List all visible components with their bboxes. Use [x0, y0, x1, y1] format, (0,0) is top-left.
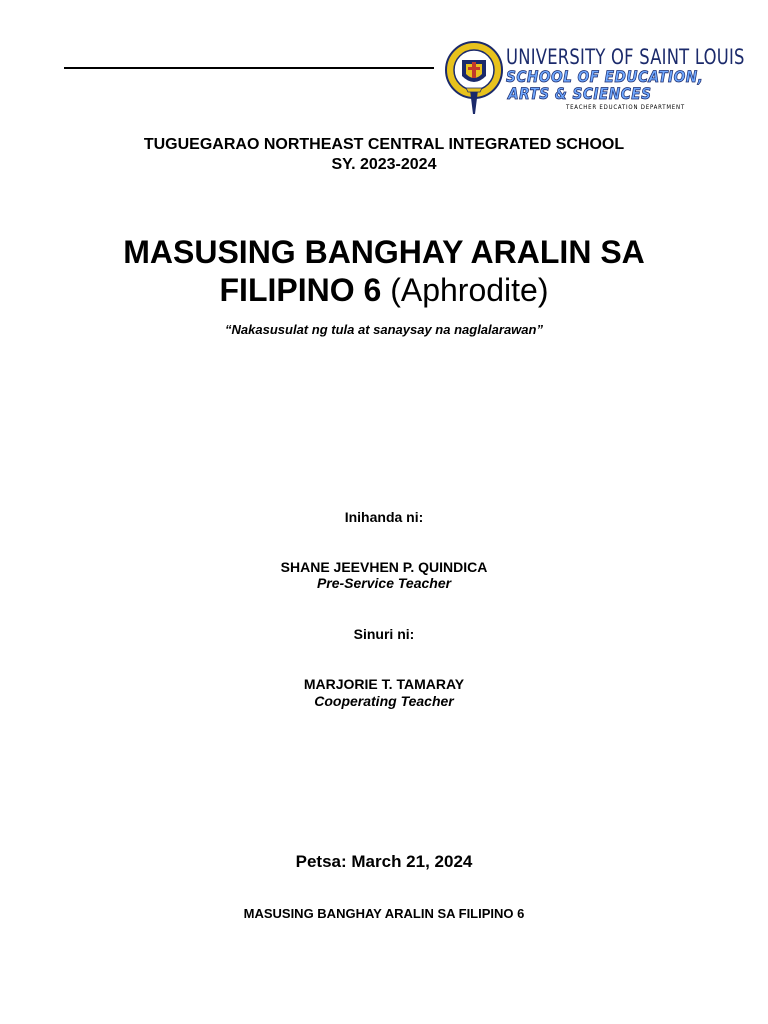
university-name: UNIVERSITY OF SAINT LOUIS	[506, 45, 745, 69]
school-name-line1: SCHOOL OF EDUCATION,	[506, 67, 704, 86]
checked-by-role: Cooperating Teacher	[314, 693, 454, 709]
prepared-by-label: Inihanda ni:	[344, 509, 424, 525]
university-seal-icon	[444, 40, 504, 116]
checked-by-name: MARJORIE T. TAMARAY	[303, 676, 465, 692]
department-name: TEACHER EDUCATION DEPARTMENT	[566, 104, 685, 111]
school-name: TUGUEGARAO NORTHEAST CENTRAL INTEGRATED SCHOOL	[143, 136, 625, 153]
checked-by-label: Sinuri ni:	[353, 626, 415, 642]
document-title-line1: MASUSING BANGHAY ARALIN SA	[123, 234, 645, 270]
document-title-line2	[0, 271, 768, 309]
lesson-objective: “Nakasusulat ng tula at sanaysay na naglalarawan”	[225, 322, 543, 337]
university-logo	[444, 40, 744, 120]
title-section: (Aphrodite)	[390, 272, 549, 308]
school-year: SY. 2023-2024	[331, 156, 437, 173]
school-name-line2: ARTS & SCIENCES	[508, 84, 652, 103]
document-date: Petsa: March 21, 2024	[295, 852, 473, 871]
prepared-by-name: SHANE JEEVHEN P. QUINDICA	[280, 559, 488, 575]
signature-line	[64, 67, 434, 69]
prepared-by-role: Pre-Service Teacher	[316, 575, 452, 591]
title-subject: FILIPINO 6	[219, 272, 382, 308]
footer-title: MASUSING BANGHAY ARALIN SA FILIPINO 6	[243, 906, 525, 921]
